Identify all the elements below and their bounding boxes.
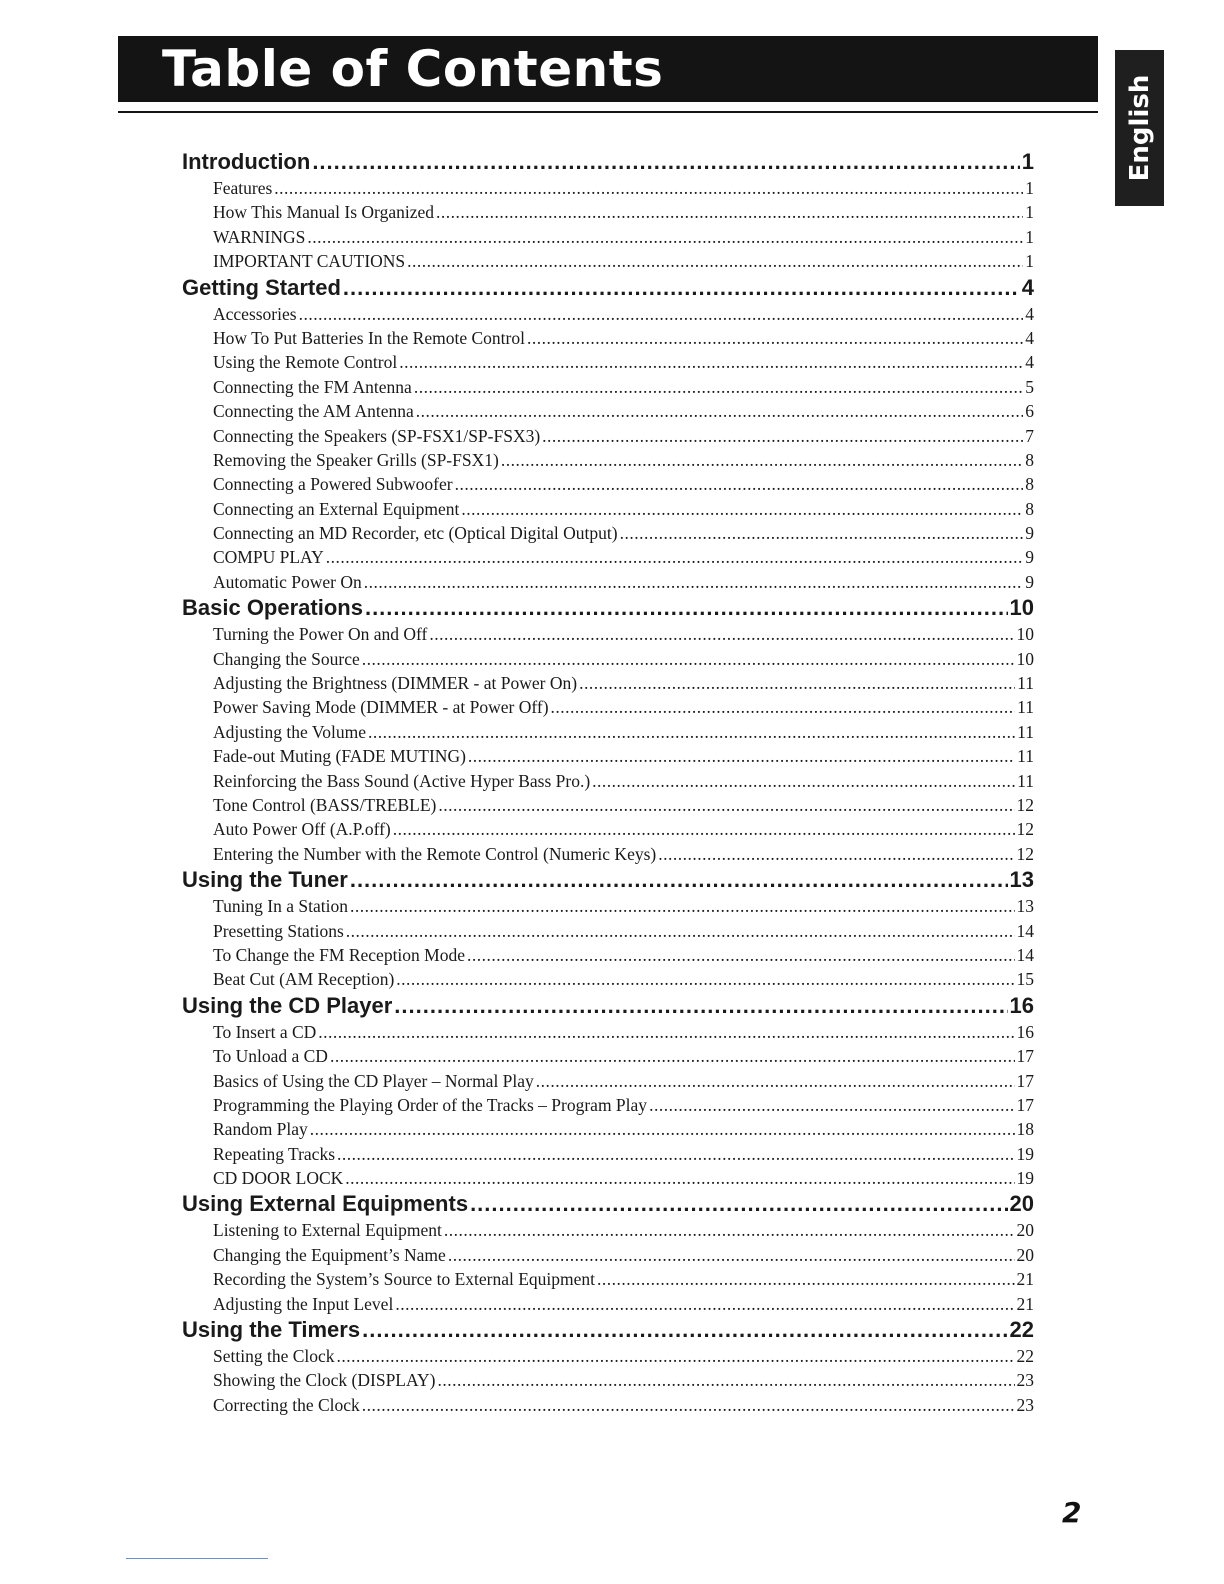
toc-entry-page: 8 [1025, 498, 1034, 519]
dot-leader [364, 570, 1024, 594]
dot-leader [395, 1292, 1014, 1316]
toc-entry[interactable] [182, 249, 1034, 273]
toc-entry[interactable] [182, 919, 1034, 943]
dot-leader [326, 545, 1024, 569]
toc-entry[interactable] [182, 1166, 1034, 1190]
toc-entry[interactable] [182, 1344, 1034, 1368]
toc-entry[interactable] [182, 769, 1034, 793]
toc-entry-title: Auto Power Off (A.P.off) [213, 819, 391, 840]
toc-entry-page: 20 [1016, 1244, 1034, 1265]
dot-leader [414, 375, 1023, 399]
dot-leader [350, 894, 1015, 918]
dot-leader [330, 1044, 1015, 1068]
dot-leader [455, 472, 1024, 496]
dot-leader [444, 1218, 1015, 1242]
toc-entry-title: Repeating Tracks [213, 1143, 336, 1164]
toc-section[interactable] [182, 1190, 1034, 1218]
dot-leader [274, 176, 1023, 200]
toc-entry-page: 11 [1017, 721, 1034, 742]
toc-entry-page: 21 [1016, 1269, 1034, 1290]
toc-entry[interactable] [182, 1020, 1034, 1044]
title-bar [118, 36, 1098, 102]
toc-entry[interactable] [182, 570, 1034, 594]
dot-leader [346, 919, 1015, 943]
dot-leader [362, 1316, 1007, 1344]
toc-entry[interactable] [182, 225, 1034, 249]
toc-entry-title: Changing the Source [213, 648, 360, 669]
toc-entry[interactable] [182, 1117, 1034, 1141]
toc-entry[interactable] [182, 943, 1034, 967]
toc-entry-page: 14 [1016, 944, 1034, 965]
toc-entry-title: Adjusting the Input Level [213, 1293, 394, 1314]
dot-leader [620, 521, 1024, 545]
toc-entry-title: Accessories [213, 303, 297, 324]
toc-entry-title: IMPORTANT CAUTIONS [213, 251, 406, 272]
toc-entry-page: 9 [1025, 571, 1034, 592]
toc-section-page: 22 [1009, 1317, 1034, 1343]
dot-leader [649, 1093, 1014, 1117]
toc-entry[interactable] [182, 720, 1034, 744]
toc-entry-page: 9 [1025, 547, 1034, 568]
toc-entry-title: Turning the Power On and Off [213, 624, 428, 645]
toc-entry-title: Automatic Power On [213, 571, 362, 592]
toc-entry-title: To Insert a CD [213, 1021, 317, 1042]
dot-leader [468, 744, 1015, 768]
toc-entry-page: 23 [1016, 1394, 1034, 1415]
toc-entry[interactable] [182, 545, 1034, 569]
toc-entry-title: How This Manual Is Organized [213, 202, 434, 223]
dot-leader [337, 1344, 1015, 1368]
dot-leader [536, 1069, 1015, 1093]
toc-entry-title: Listening to External Equipment [213, 1220, 442, 1241]
dot-leader [299, 302, 1024, 326]
dot-leader [350, 866, 1008, 894]
toc-entry-title: To Change the FM Reception Mode [213, 944, 465, 965]
toc-entry-page: 12 [1016, 819, 1034, 840]
toc-entry[interactable] [182, 622, 1034, 646]
toc-entry-title: Correcting the Clock [213, 1394, 360, 1415]
toc-entry-page: 11 [1017, 697, 1034, 718]
toc-section[interactable] [182, 148, 1034, 176]
toc-entry-title: COMPU PLAY [213, 547, 324, 568]
dot-leader [551, 695, 1016, 719]
dot-leader [365, 594, 1008, 622]
toc-entry-title: Changing the Equipment’s Name [213, 1244, 446, 1265]
toc-entry-page: 15 [1016, 969, 1034, 990]
toc-entry-page: 12 [1016, 843, 1034, 864]
dot-leader [318, 1020, 1014, 1044]
toc-entry-title: Entering the Number with the Remote Control (Numeric Keys) [213, 843, 657, 864]
toc-entry[interactable] [182, 1093, 1034, 1117]
toc-entry-page: 17 [1016, 1046, 1034, 1067]
toc-entry-page: 8 [1025, 474, 1034, 495]
dot-leader [368, 720, 1015, 744]
dot-leader [579, 671, 1015, 695]
toc-entry[interactable] [182, 472, 1034, 496]
toc-entry-title: Connecting the FM Antenna [213, 376, 412, 397]
toc-entry-page: 20 [1016, 1220, 1034, 1241]
toc-entry[interactable] [182, 671, 1034, 695]
toc-section-title: Using the Tuner [182, 867, 348, 893]
dot-leader [437, 1368, 1014, 1392]
dot-leader [394, 992, 1007, 1020]
toc-entry[interactable] [182, 1393, 1034, 1417]
toc-entry-page: 18 [1016, 1119, 1034, 1140]
page-number: 2 [1062, 1496, 1082, 1529]
toc-entry-title: Fade-out Muting (FADE MUTING) [213, 746, 466, 767]
toc-entry-title: Reinforcing the Bass Sound (Active Hyper Bass Pro.) [213, 770, 591, 791]
dot-leader [310, 1117, 1015, 1141]
dot-leader [307, 225, 1023, 249]
toc-section-title: Using the CD Player [182, 992, 393, 1018]
toc-entry-page: 17 [1016, 1070, 1034, 1091]
toc-entry[interactable] [182, 521, 1034, 545]
toc-section-title: Getting Started [182, 274, 341, 300]
dot-leader [542, 424, 1023, 448]
toc-entry-page: 17 [1016, 1094, 1034, 1115]
toc-entry-title: Using the Remote Control [213, 352, 398, 373]
dot-leader [448, 1243, 1015, 1267]
toc-entry-title: Adjusting the Brightness (DIMMER - at Power On) [213, 673, 578, 694]
toc-section-title: Using the Timers [182, 1317, 361, 1343]
toc-section-page: 16 [1009, 992, 1034, 1018]
toc-entry-page: 5 [1025, 376, 1034, 397]
toc-entry[interactable] [182, 1267, 1034, 1291]
toc-entry-page: 10 [1016, 648, 1034, 669]
toc-entry-title: Beat Cut (AM Reception) [213, 969, 395, 990]
toc-entry-page: 10 [1016, 624, 1034, 645]
toc-entry[interactable] [182, 842, 1034, 866]
toc-section[interactable] [182, 594, 1034, 622]
toc-entry[interactable] [182, 200, 1034, 224]
dot-leader [461, 497, 1023, 521]
toc-entry[interactable] [182, 647, 1034, 671]
toc-entry-title: Presetting Stations [213, 920, 344, 941]
toc-section-page: 13 [1009, 867, 1034, 893]
dot-leader [399, 350, 1023, 374]
toc-entry-page: 11 [1017, 673, 1034, 694]
toc-entry[interactable] [182, 817, 1034, 841]
toc-section[interactable] [182, 992, 1034, 1020]
dot-leader [597, 1267, 1014, 1291]
toc-entry-title: CD DOOR LOCK [213, 1168, 344, 1189]
toc-section[interactable] [182, 274, 1034, 302]
dot-leader [393, 817, 1015, 841]
toc-entry[interactable] [182, 176, 1034, 200]
toc-entry-title: WARNINGS [213, 226, 306, 247]
dot-leader [470, 1190, 1007, 1218]
toc-entry[interactable] [182, 744, 1034, 768]
toc-entry-title: Adjusting the Volume [213, 721, 366, 742]
toc-section-title: Introduction [182, 149, 311, 174]
toc-section[interactable] [182, 1316, 1034, 1344]
toc-entry-title: To Unload a CD [213, 1046, 328, 1067]
dot-leader [658, 842, 1014, 866]
toc-entry-title: Basics of Using the CD Player – Normal Play [213, 1070, 534, 1091]
toc-entry-page: 23 [1016, 1370, 1034, 1391]
toc-entry[interactable] [182, 1218, 1034, 1242]
toc-entry[interactable] [182, 424, 1034, 448]
toc-entry-page: 1 [1025, 178, 1034, 198]
dot-leader [438, 793, 1014, 817]
page-title: Table of Contents [162, 40, 664, 98]
dot-leader [429, 622, 1014, 646]
toc-entry-title: Tone Control (BASS/TREBLE) [213, 794, 437, 815]
toc-entry[interactable] [182, 1243, 1034, 1267]
toc-entry-page: 1 [1025, 202, 1034, 223]
toc-entry-title: Power Saving Mode (DIMMER - at Power Off) [213, 697, 549, 718]
toc-entry-title: Connecting the Speakers (SP-FSX1/SP-FSX3) [213, 425, 541, 446]
toc-entry-page: 12 [1016, 794, 1034, 815]
toc-entry-title: Connecting the AM Antenna [213, 401, 414, 422]
dot-leader [396, 967, 1014, 991]
toc-section[interactable] [182, 866, 1034, 894]
toc-section-page: 20 [1009, 1191, 1034, 1217]
toc-entry[interactable] [182, 1069, 1034, 1093]
toc-entry-page: 6 [1025, 401, 1034, 422]
toc-entry-page: 7 [1025, 425, 1034, 446]
toc-entry[interactable] [182, 1044, 1034, 1068]
toc-entry-title: Programming the Playing Order of the Tracks – Program Play [213, 1094, 648, 1115]
toc-entry-page: 19 [1016, 1168, 1034, 1189]
dot-leader [407, 249, 1023, 273]
footer-rule [126, 1558, 268, 1559]
dot-leader [362, 647, 1015, 671]
toc-section-page: 4 [1021, 274, 1034, 300]
toc-entry-title: How To Put Batteries In the Remote Control [213, 327, 525, 348]
dot-leader [527, 326, 1023, 350]
dot-leader [362, 1393, 1015, 1417]
dot-leader [312, 148, 1019, 176]
toc-entry-title: Tuning In a Station [213, 896, 348, 917]
toc-entry-title: Recording the System’s Source to External Equipment [213, 1269, 596, 1290]
dot-leader [343, 274, 1020, 302]
toc-entry-title: Removing the Speaker Grills (SP-FSX1) [213, 449, 499, 470]
toc-entry-page: 4 [1025, 352, 1034, 373]
toc-entry-title: Features [213, 178, 273, 198]
toc-entry-page: 9 [1025, 523, 1034, 544]
toc-entry[interactable] [182, 375, 1034, 399]
dot-leader [501, 448, 1023, 472]
toc-entry-title: Connecting an External Equipment [213, 498, 460, 519]
toc-entry-page: 8 [1025, 449, 1034, 470]
toc-entry[interactable] [182, 497, 1034, 521]
toc-entry[interactable] [182, 793, 1034, 817]
toc-entry-page: 1 [1025, 251, 1034, 272]
toc-entry-title: Setting the Clock [213, 1346, 335, 1367]
language-tab-label: English [1124, 74, 1155, 182]
toc-entry-page: 14 [1016, 920, 1034, 941]
language-tab [1115, 50, 1164, 206]
toc-entry[interactable] [182, 1142, 1034, 1166]
toc-section-title: Using External Equipments [182, 1191, 469, 1217]
toc-entry-page: 19 [1016, 1143, 1034, 1164]
toc-entry[interactable] [182, 894, 1034, 918]
toc-entry-title: Random Play [213, 1119, 308, 1140]
toc-entry-page: 4 [1025, 303, 1034, 324]
title-underline [118, 111, 1098, 113]
dot-leader [436, 200, 1023, 224]
toc-entry[interactable] [182, 448, 1034, 472]
toc-entry[interactable] [182, 399, 1034, 423]
toc-entry[interactable] [182, 1368, 1034, 1392]
toc-entry-page: 22 [1016, 1346, 1034, 1367]
toc-entry[interactable] [182, 1292, 1034, 1316]
toc-entry-page: 11 [1017, 770, 1034, 791]
toc-entry-title: Connecting an MD Recorder, etc (Optical Digital Output) [213, 523, 618, 544]
toc-entry[interactable] [182, 350, 1034, 374]
toc-entry-page: 4 [1025, 327, 1034, 348]
toc-entry[interactable] [182, 326, 1034, 350]
dot-leader [592, 769, 1015, 793]
toc-entry[interactable] [182, 967, 1034, 991]
toc-entry-page: 13 [1016, 896, 1034, 917]
toc-entry-title: Showing the Clock (DISPLAY) [213, 1370, 436, 1391]
dot-leader [345, 1166, 1014, 1190]
toc-section-title: Basic Operations [182, 595, 363, 621]
dot-leader [467, 943, 1015, 967]
dot-leader [337, 1142, 1014, 1166]
toc-entry-page: 16 [1016, 1021, 1034, 1042]
toc-section-page: 1 [1021, 149, 1034, 174]
table-of-contents [182, 148, 1034, 1417]
toc-entry[interactable] [182, 695, 1034, 719]
toc-entry[interactable] [182, 302, 1034, 326]
toc-entry-title: Connecting a Powered Subwoofer [213, 474, 453, 495]
toc-entry-page: 11 [1017, 746, 1034, 767]
dot-leader [416, 399, 1024, 423]
toc-section-page: 10 [1009, 595, 1034, 621]
toc-entry-page: 1 [1025, 226, 1034, 247]
toc-entry-page: 21 [1016, 1293, 1034, 1314]
